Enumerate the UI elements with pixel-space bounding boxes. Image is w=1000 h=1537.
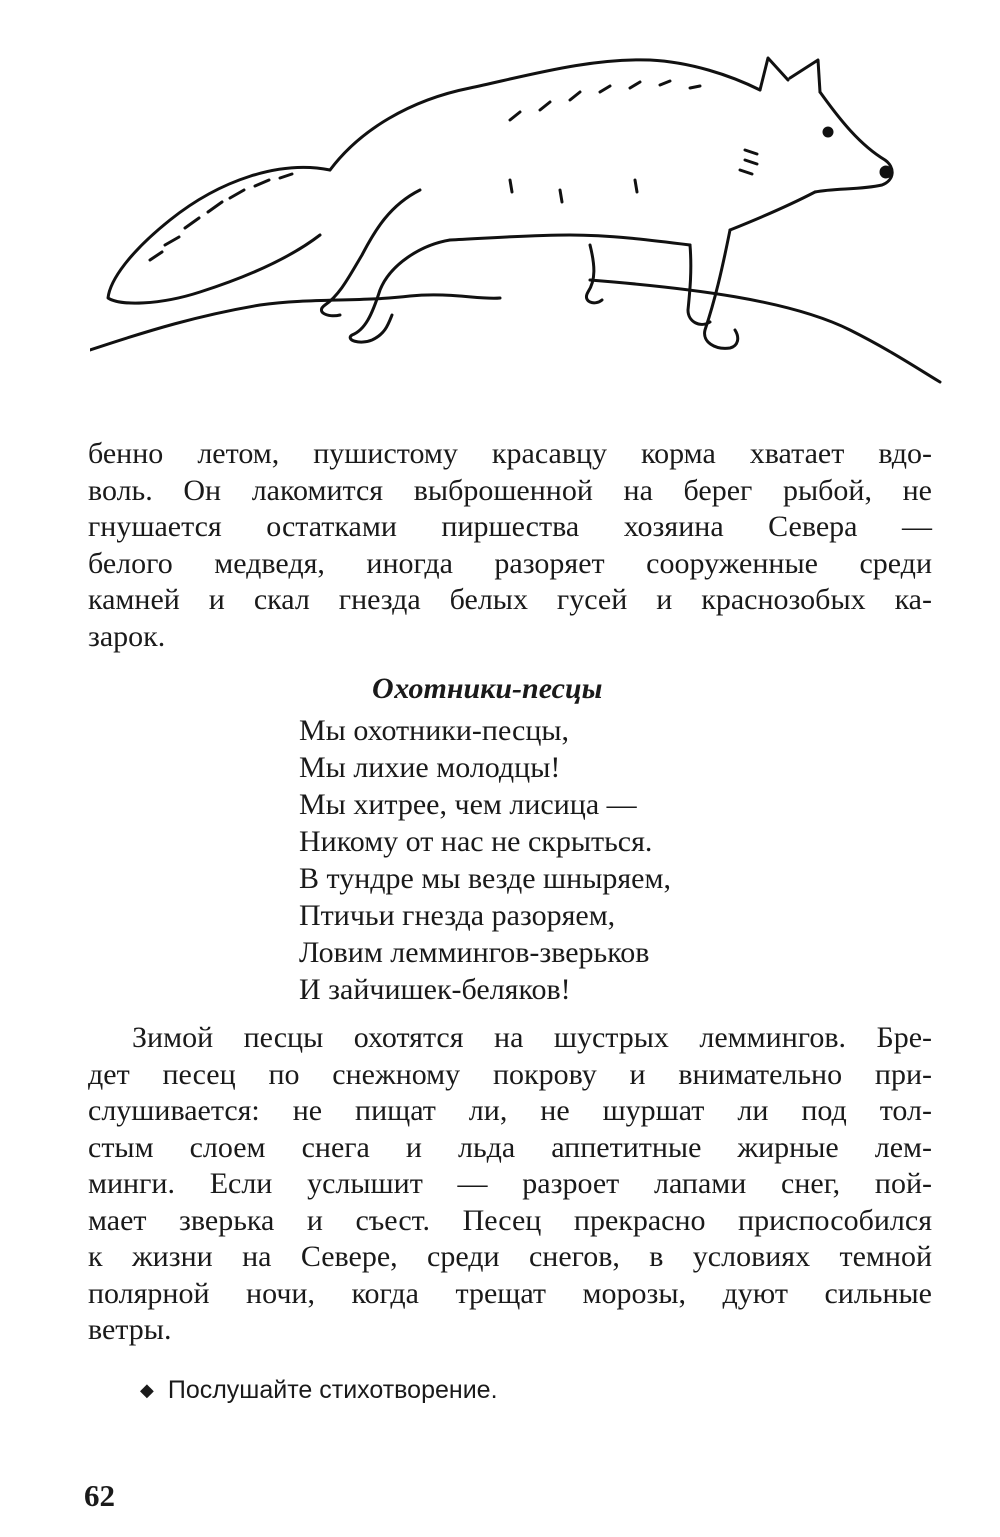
poem-line-6: Птичьи гнезда разоряем, — [299, 899, 616, 932]
poem — [299, 712, 671, 1008]
poem-line-5: В тундре мы везде шныряем, — [299, 862, 671, 895]
poem-line-7: Ловим леммингов-зверьков — [299, 936, 650, 969]
paragraph-1-line-2: воль. Он лакомится выброшенной на берег рыбой, не — [88, 473, 932, 507]
paragraph-1-line-3: гнушается остатками пиршества хозяина Севера — — [88, 510, 932, 543]
paragraph-2-line-6: мает зверька и съест. Песец прекрасно приспособился — [88, 1203, 932, 1237]
paragraph-2 — [88, 1020, 932, 1349]
poem-title: Охотники-песцы — [372, 672, 603, 705]
task-instruction — [140, 1376, 498, 1405]
poem-line-3: Мы хитрее, чем лисица — — [299, 788, 637, 821]
arctic-fox-illustration — [90, 30, 950, 390]
paragraph-2-line-5: минги. Если услышит — разроет лапами снег, пой- — [88, 1167, 932, 1200]
paragraph-1 — [88, 436, 932, 655]
diamond-bullet-icon: ◆ — [140, 1380, 154, 1400]
paragraph-1-line-6: зарок. — [88, 619, 166, 653]
paragraph-2-line-2: дет песец по снежному покрову и внимательно при- — [88, 1057, 932, 1091]
poem-line-8: И зайчишек-беляков! — [299, 973, 571, 1006]
paragraph-2-line-8: полярной ночи, когда трещат морозы, дуют сильные — [88, 1276, 932, 1310]
page-number: 62 — [84, 1478, 115, 1513]
paragraph-2-line-9: ветры. — [88, 1313, 172, 1346]
paragraph-2-line-7: к жизни на Севере, среди снегов, в условиях темной — [88, 1240, 932, 1273]
paragraph-1-line-4: белого медведя, иногда разоряет сооруженные среди — [88, 546, 932, 580]
paragraph-2-line-4: стым слоем снега и льда аппетитные жирные лем- — [88, 1130, 932, 1164]
paragraph-2-line-1: Зимой песцы охотятся на шустрых леммингов. Бре- — [132, 1021, 932, 1054]
poem-line-2: Мы лихие молодцы! — [299, 751, 561, 784]
poem-line-4: Никому от нас не скрыться. — [299, 825, 653, 858]
paragraph-2-line-3: слушивается: не пищат ли, не шуршат ли под тол- — [88, 1094, 932, 1127]
paragraph-1-line-5: камней и скал гнезда белых гусей и краснозобых ка- — [88, 583, 932, 616]
task-text: Послушайте стихотворение. — [167, 1376, 498, 1404]
paragraph-1-line-1: бенно летом, пушистому красавцу корма хватает вдо- — [88, 437, 932, 470]
poem-line-1: Мы охотники-песцы, — [299, 714, 570, 747]
